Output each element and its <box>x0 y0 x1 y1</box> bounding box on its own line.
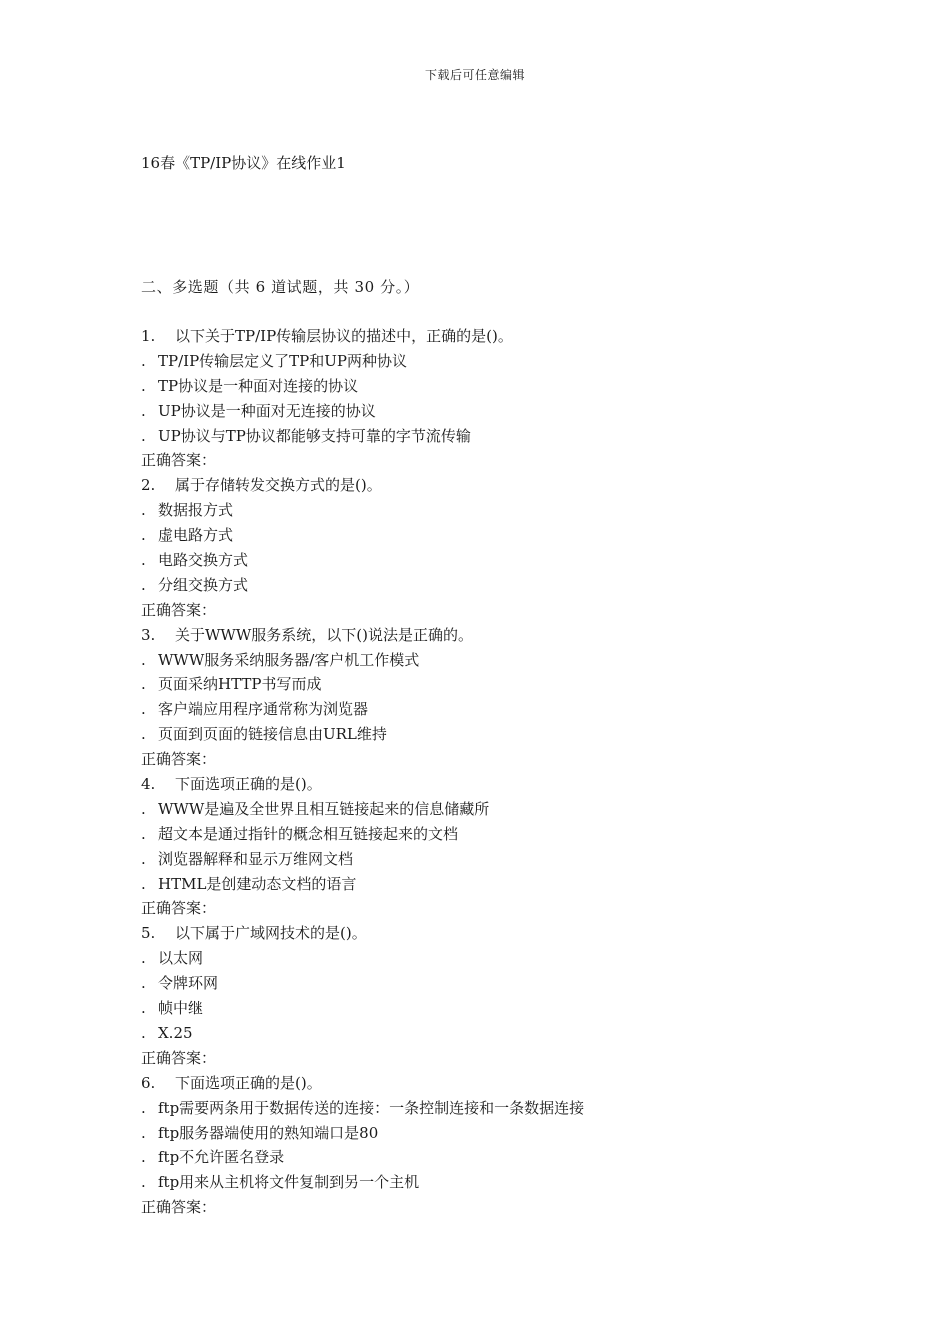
question-line <box>141 772 901 797</box>
option-marker: . <box>141 824 146 843</box>
option-text: UP协议与TP协议都能够支持可靠的字节流传输 <box>158 426 471 445</box>
option-item <box>141 797 901 822</box>
option-marker: . <box>141 974 146 993</box>
option-text: 页面采纳HTTP书写而成 <box>158 675 322 694</box>
question-line <box>141 1071 901 1096</box>
option-text: X.25 <box>158 1023 193 1042</box>
option-marker: . <box>141 1173 146 1192</box>
option-item <box>141 847 901 872</box>
option-item <box>141 498 901 523</box>
option-item <box>141 548 901 573</box>
option-item <box>141 374 901 399</box>
question-line <box>141 473 901 498</box>
answer-label: 正确答案： <box>141 600 217 619</box>
option-marker: . <box>141 376 146 395</box>
question-number: 2. <box>141 476 156 495</box>
option-text: 页面到页面的链接信息由URL维持 <box>158 725 387 744</box>
option-item <box>141 1121 901 1146</box>
question-block <box>141 772 901 921</box>
answer-label: 正确答案： <box>141 750 217 769</box>
option-item <box>141 1096 901 1121</box>
option-item <box>141 573 901 598</box>
question-block <box>141 473 901 622</box>
question-number: 5. <box>141 924 156 943</box>
option-text: WWW服务采纳服务器/客户机工作模式 <box>158 650 420 669</box>
option-item <box>141 822 901 847</box>
option-marker: . <box>141 401 146 420</box>
answer-label: 正确答案： <box>141 1198 217 1217</box>
option-text: 令牌环网 <box>158 974 219 993</box>
option-text: UP协议是一种面对无连接的协议 <box>158 401 376 420</box>
option-marker: . <box>141 501 146 520</box>
option-text: 电路交换方式 <box>158 551 249 570</box>
option-marker: . <box>141 799 146 818</box>
option-text: 分组交换方式 <box>158 575 249 594</box>
answer-label: 正确答案： <box>141 451 217 470</box>
option-text: ftp用来从主机将文件复制到另一个主机 <box>158 1173 420 1192</box>
option-item <box>141 672 901 697</box>
question-list <box>141 324 901 1220</box>
option-marker: . <box>141 351 146 370</box>
option-text: 虚电路方式 <box>158 526 234 545</box>
question-line <box>141 921 901 946</box>
option-item <box>141 1021 901 1046</box>
option-item <box>141 872 901 897</box>
option-marker: . <box>141 1023 146 1042</box>
option-text: WWW是遍及全世界且相互链接起来的信息储藏所 <box>158 799 490 818</box>
answer-label: 正确答案： <box>141 899 217 918</box>
option-marker: . <box>141 551 146 570</box>
option-text: TP协议是一种面对连接的协议 <box>158 376 359 395</box>
option-marker: . <box>141 999 146 1018</box>
option-text: 帧中继 <box>158 999 204 1018</box>
option-marker: . <box>141 725 146 744</box>
option-marker: . <box>141 650 146 669</box>
question-block <box>141 1071 901 1220</box>
question-text: 下面选项正确的是()。 <box>175 1073 322 1092</box>
option-item <box>141 996 901 1021</box>
option-marker: . <box>141 1098 146 1117</box>
option-text: 数据报方式 <box>158 501 234 520</box>
option-item <box>141 722 901 747</box>
option-marker: . <box>141 949 146 968</box>
document-title: 16春《TP/IP协议》在线作业1 <box>141 154 346 172</box>
option-text: HTML是创建动态文档的语言 <box>158 874 357 893</box>
option-item <box>141 971 901 996</box>
question-number: 6. <box>141 1073 156 1092</box>
question-text: 以下关于TP/IP传输层协议的描述中，正确的是()。 <box>175 327 513 345</box>
question-number: 1. <box>141 327 156 345</box>
option-text: ftp不允许匿名登录 <box>158 1148 285 1167</box>
option-item <box>141 424 901 449</box>
question-block <box>141 623 901 772</box>
option-marker: . <box>141 700 146 719</box>
option-marker: . <box>141 675 146 694</box>
option-marker: . <box>141 575 146 594</box>
question-number: 3. <box>141 625 156 644</box>
section-heading: 二、多选题（共 6 道试题，共 30 分。） <box>141 278 420 296</box>
option-item <box>141 1145 901 1170</box>
option-marker: . <box>141 526 146 545</box>
option-marker: . <box>141 1123 146 1142</box>
option-item <box>141 697 901 722</box>
option-item <box>141 946 901 971</box>
option-text: ftp服务器端使用的熟知端口是80 <box>158 1123 379 1142</box>
option-item <box>141 399 901 424</box>
question-block <box>141 324 901 473</box>
option-item <box>141 523 901 548</box>
question-line <box>141 324 901 349</box>
option-marker: . <box>141 1148 146 1167</box>
option-text: 超文本是通过指针的概念相互链接起来的文档 <box>158 824 459 843</box>
option-item <box>141 648 901 673</box>
question-text: 以下属于广域网技术的是()。 <box>175 924 367 943</box>
option-text: ftp需要两条用于数据传送的连接：一条控制连接和一条数据连接 <box>158 1098 585 1117</box>
question-line <box>141 623 901 648</box>
option-text: 浏览器解释和显示万维网文档 <box>158 849 354 868</box>
option-text: TP/IP传输层定义了TP和UP两种协议 <box>158 351 408 370</box>
option-marker: . <box>141 849 146 868</box>
question-text: 下面选项正确的是()。 <box>175 775 322 794</box>
option-marker: . <box>141 426 146 445</box>
question-number: 4. <box>141 775 156 794</box>
option-item <box>141 349 901 374</box>
option-text: 客户端应用程序通常称为浏览器 <box>158 700 369 719</box>
question-text: 关于WWW服务系统，以下()说法是正确的。 <box>175 625 473 644</box>
question-block <box>141 921 901 1070</box>
question-text: 属于存储转发交换方式的是()。 <box>175 476 382 495</box>
option-item <box>141 1170 901 1195</box>
option-text: 以太网 <box>158 949 204 968</box>
option-marker: . <box>141 874 146 893</box>
answer-label: 正确答案： <box>141 1048 217 1067</box>
page-header-note: 下载后可任意编辑 <box>424 68 525 82</box>
